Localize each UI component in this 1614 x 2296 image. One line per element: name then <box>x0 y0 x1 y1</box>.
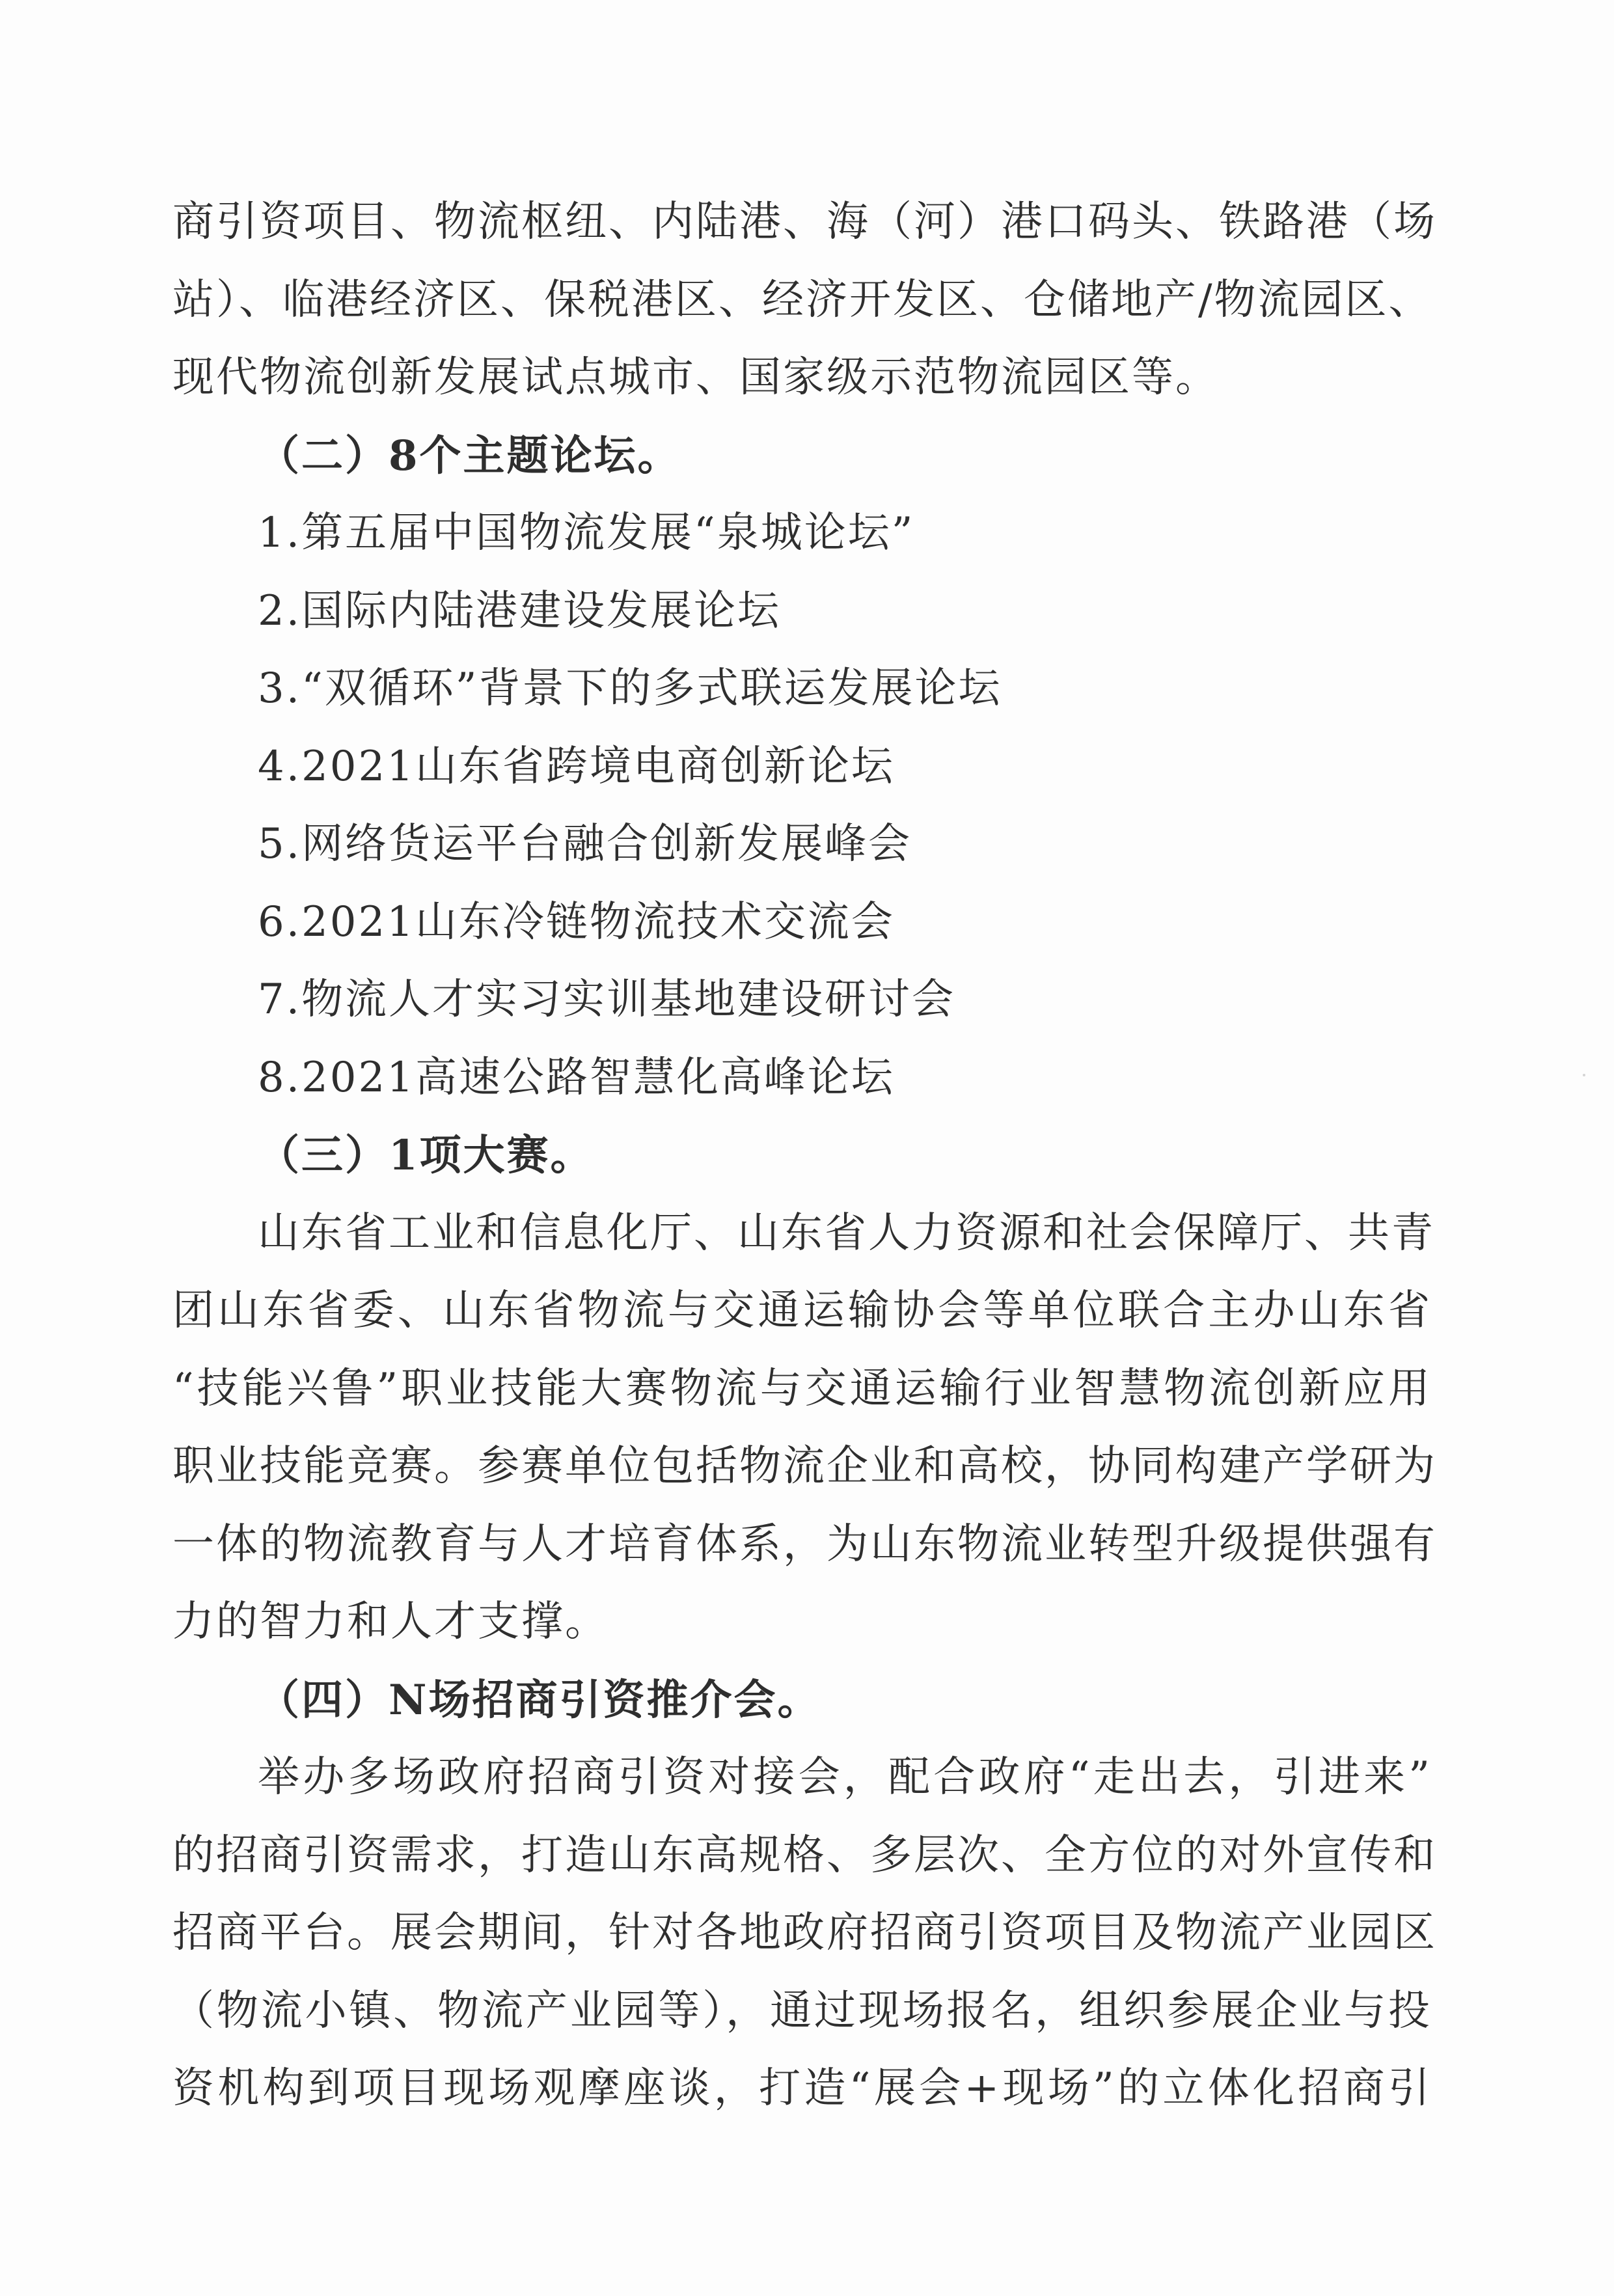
section-heading-forums: （二）8个主题论坛。 <box>258 431 681 480</box>
forum-list <box>172 495 1432 1117</box>
list-item: 7.物流人才实习实训基地建设研讨会 <box>258 976 956 1024</box>
paragraph-line: 职业技能竞赛。参赛单位包括物流企业和高校，协同构建产学研为 <box>172 1442 1437 1490</box>
investment-paragraph <box>172 1739 1437 2128</box>
list-item: 8.2021高速公路智慧化高峰论坛 <box>258 1053 895 1102</box>
paragraph-line: 团山东省委、山东省物流与交通运输协会等单位联合主办山东省 <box>172 1287 1432 1335</box>
paragraph-line: 力的智力和人才支撑。 <box>172 1598 609 1646</box>
paragraph-line: 商引资项目、物流枢纽、内陆港、海（河）港口码头、铁路港（场 <box>172 198 1437 246</box>
paragraph-line: 的招商引资需求，打造山东高规格、多层次、全方位的对外宣传和 <box>172 1831 1437 1879</box>
list-item: 5.网络货运平台融合创新发展峰会 <box>258 820 912 868</box>
paragraph-line: 山东省工业和信息化厅、山东省人力资源和社会保障厅、共青 <box>258 1209 1435 1257</box>
section-heading-investment: （四）N场招商引资推介会。 <box>258 1675 821 1725</box>
paragraph-line: “技能兴鲁”职业技能大赛物流与交通运输行业智慧物流创新应用 <box>172 1364 1432 1413</box>
paragraph-line: 站）、临港经济区、保税港区、经济开发区、仓储地产/物流园区、 <box>172 275 1432 324</box>
paragraph-line: 举办多场政府招商引资对接会，配合政府“走出去，引进来” <box>258 1753 1432 1801</box>
list-item: 1.第五届中国物流发展“泉城论坛” <box>258 509 915 557</box>
paragraph-line: 招商平台。展会期间，针对各地政府招商引资项目及物流产业园区 <box>172 1909 1437 1957</box>
intro-paragraph <box>172 184 1437 417</box>
list-item: 4.2021山东省跨境电商创新论坛 <box>258 742 895 791</box>
competition-paragraph <box>172 1195 1437 1661</box>
paragraph-line: 资机构到项目现场观摩座谈，打造“展会+现场”的立体化招商引 <box>172 2064 1432 2112</box>
document-body <box>172 184 1437 2128</box>
paragraph-line: （物流小镇、物流产业园等），通过现场报名，组织参展企业与投 <box>172 1986 1432 2035</box>
scan-speck <box>1583 1074 1585 1076</box>
list-item: 2.国际内陆港建设发展论坛 <box>258 586 782 635</box>
section-heading-competition: （三）1项大赛。 <box>258 1131 594 1180</box>
list-item: 3.“双循环”背景下的多式联运发展论坛 <box>258 664 1002 713</box>
paragraph-line: 现代物流创新发展试点城市、国家级示范物流园区等。 <box>172 353 1219 402</box>
list-item: 6.2021山东冷链物流技术交流会 <box>258 897 895 946</box>
paragraph-line: 一体的物流教育与人才培育体系，为山东物流业转型升级提供强有 <box>172 1520 1437 1568</box>
